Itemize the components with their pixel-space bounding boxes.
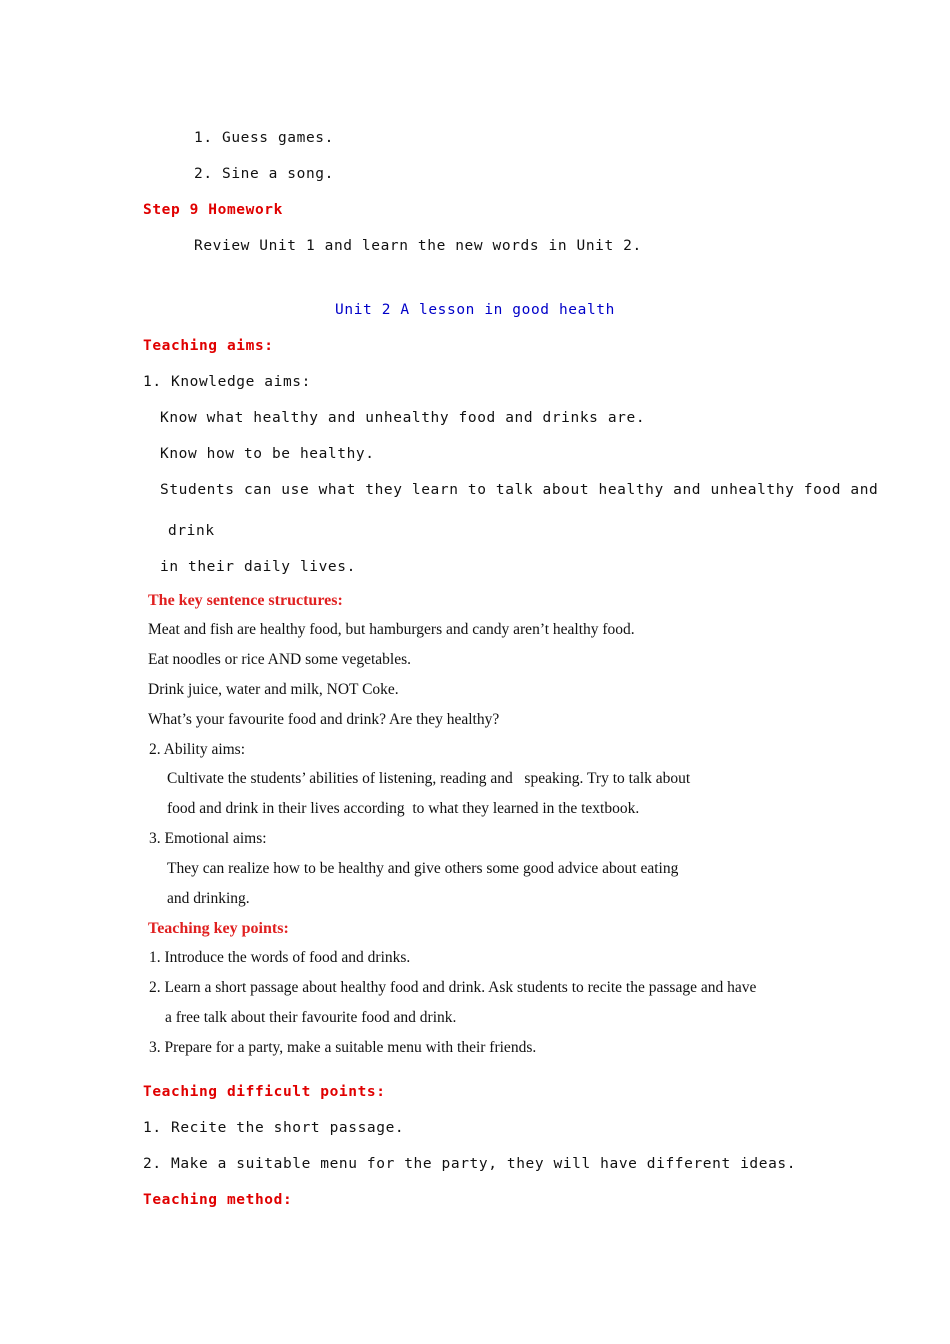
key-structure-line: Eat noodles or rice AND some vegetables. bbox=[148, 651, 411, 668]
knowledge-aim-3a: Students can use what they learn to talk about healthy and unhealthy food and bbox=[160, 482, 879, 498]
step9-text: Review Unit 1 and learn the new words in Unit 2. bbox=[194, 238, 642, 254]
list-item-sine-song: 2. Sine a song. bbox=[194, 166, 334, 182]
ability-aims-line-1: Cultivate the students’ abilities of listening, reading and speaking. Try to talk about bbox=[167, 770, 691, 787]
list-item-guess-games: 1. Guess games. bbox=[194, 130, 334, 146]
unit-title: Unit 2 A lesson in good health bbox=[335, 302, 615, 318]
ability-aims-line-2: food and drink in their lives according to what they learned in the textbook. bbox=[167, 800, 640, 817]
knowledge-aim-3b: drink bbox=[168, 523, 215, 539]
difficult-point-2: 2. Make a suitable menu for the party, they will have different ideas. bbox=[143, 1156, 797, 1172]
emotional-aims-label: 3. Emotional aims: bbox=[149, 830, 267, 847]
key-point-1: 1. Introduce the words of food and drinks. bbox=[149, 949, 411, 966]
key-point-3: 3. Prepare for a party, make a suitable menu with their friends. bbox=[149, 1039, 537, 1056]
step9-heading: Step 9 Homework bbox=[143, 202, 283, 218]
knowledge-aim-1: Know what healthy and unhealthy food and drinks are. bbox=[160, 410, 646, 426]
key-structures-heading: The key sentence structures: bbox=[148, 592, 343, 609]
ability-aims-label: 2. Ability aims: bbox=[149, 741, 246, 758]
teaching-method-heading: Teaching method: bbox=[143, 1192, 293, 1208]
knowledge-aim-3c: in their daily lives. bbox=[160, 559, 356, 575]
difficult-point-1: 1. Recite the short passage. bbox=[143, 1120, 405, 1136]
difficult-points-heading: Teaching difficult points: bbox=[143, 1084, 386, 1100]
knowledge-aims-label: 1. Knowledge aims: bbox=[143, 374, 311, 390]
key-structure-line: Drink juice, water and milk, NOT Coke. bbox=[148, 681, 399, 698]
key-point-2a: 2. Learn a short passage about healthy food and drink. Ask students to recite the passage and have bbox=[149, 979, 757, 996]
emotional-aims-line-2: and drinking. bbox=[167, 890, 250, 907]
key-structure-line: Meat and fish are healthy food, but hamburgers and candy aren’t healthy food. bbox=[148, 621, 635, 638]
key-point-2b: a free talk about their favourite food and drink. bbox=[165, 1009, 457, 1026]
key-points-heading: Teaching key points: bbox=[148, 920, 289, 937]
key-structure-line: What’s your favourite food and drink? Are they healthy? bbox=[148, 711, 500, 728]
knowledge-aim-2: Know how to be healthy. bbox=[160, 446, 375, 462]
teaching-aims-heading: Teaching aims: bbox=[143, 338, 274, 354]
emotional-aims-line-1: They can realize how to be healthy and give others some good advice about eating bbox=[167, 860, 679, 877]
